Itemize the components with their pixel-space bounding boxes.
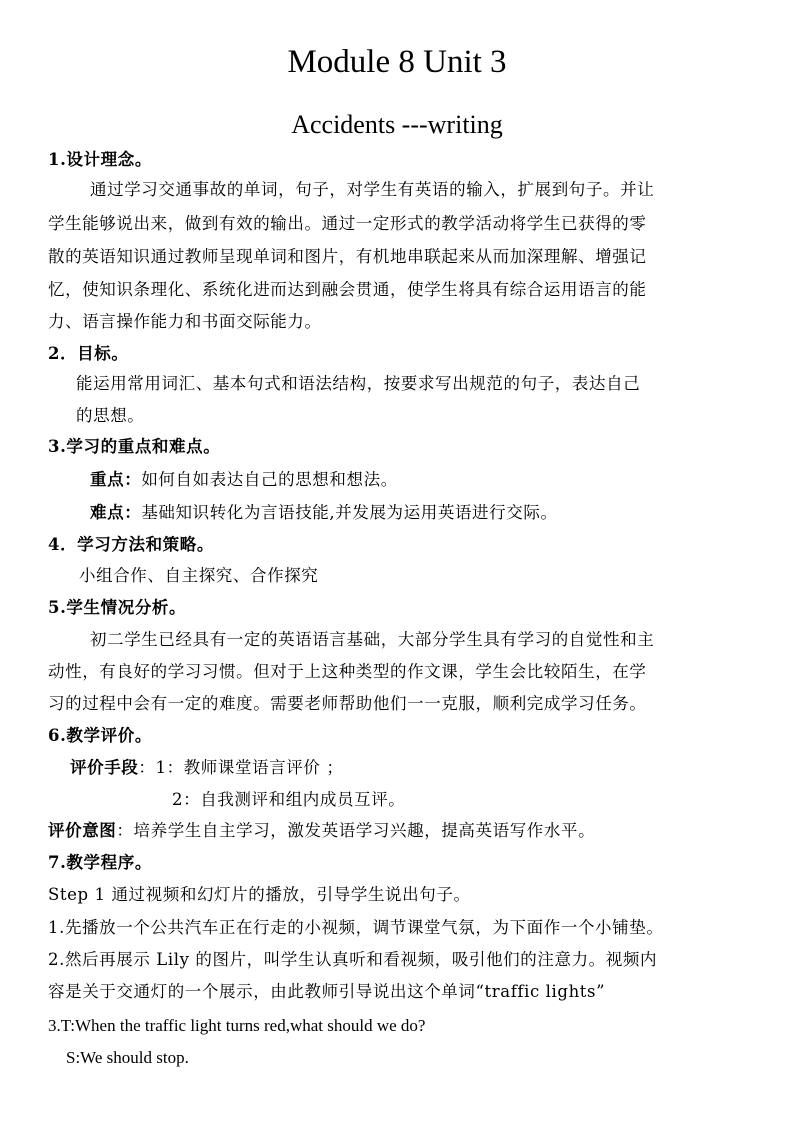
eval-intent-text: ：培养学生自主学习，激发英语学习兴趣，提高英语写作水平。 bbox=[116, 821, 596, 840]
section-2-heading: 2．目标。 bbox=[48, 344, 129, 363]
section-1-line: 力、语言操作能力和书面交际能力。 bbox=[48, 312, 322, 331]
section-1-line: 散的英语知识通过教师呈现单词和图片，有机地串联起来从而加深理解、增强记 bbox=[48, 247, 647, 266]
key-point-line bbox=[90, 466, 398, 494]
procedure-item-1: 1.先播放一个公共汽车正在行走的小视频，调节课堂气氛，为下面作一个小铺垫。 bbox=[48, 918, 664, 937]
procedure-item-2: 2.然后再展示 Lily 的图片，叫学生认真听和看视频，吸引他们的注意力。视频内 bbox=[48, 950, 658, 969]
section-7-heading: 7.教学程序。 bbox=[48, 853, 152, 872]
section-5-line: 初二学生已经具有一定的英语语言基础，大部分学生具有学习的自觉性和主 bbox=[90, 630, 655, 649]
difficulty-line bbox=[90, 499, 558, 527]
section-5-line: 习的过程中会有一定的难度。需要老师帮助他们一一克服，顺利完成学习任务。 bbox=[48, 694, 647, 713]
section-4-text: 小组合作、自主探究、合作探究 bbox=[79, 566, 319, 585]
eval-intent-line bbox=[48, 817, 595, 845]
section-1-line: 忆，使知识条理化、系统化进而达到融会贯通，使学生将具有综合运用语言的能 bbox=[48, 280, 647, 299]
key-point-text: 如何自如表达自己的思想和想法。 bbox=[141, 470, 398, 489]
eval-means-line bbox=[70, 754, 343, 782]
section-6-heading: 6.教学评价。 bbox=[48, 726, 152, 745]
eval-means-2: 2：自我测评和组内成员互评。 bbox=[172, 790, 406, 809]
key-point-label: 重点： bbox=[90, 470, 142, 489]
section-4-heading: 4．学习方法和策略。 bbox=[48, 535, 214, 554]
section-2-line: 能运用常用词汇、基本句式和语法结构，按要求写出规范的句子，表达自己 bbox=[76, 374, 641, 393]
eval-means-1: ：1：教师课堂语言评价 ； bbox=[138, 758, 344, 777]
section-5-line: 动性，有良好的学习习惯。但对于上这种类型的作文课，学生会比较陌生，在学 bbox=[48, 662, 647, 681]
procedure-item-3-teacher: 3.T:When the traffic light turns red,what should we do? bbox=[48, 1016, 426, 1035]
section-3-heading: 3.学习的重点和难点。 bbox=[48, 437, 221, 456]
step-1-line: Step 1 通过视频和幻灯片的播放，引导学生说出句子。 bbox=[48, 885, 471, 904]
difficulty-label: 难点： bbox=[90, 503, 142, 522]
section-5-heading: 5.学生情况分析。 bbox=[48, 598, 187, 617]
difficulty-text: 基础知识转化为言语技能,并发展为运用英语进行交际。 bbox=[141, 503, 558, 522]
section-1-line: 通过学习交通事故的单词，句子，对学生有英语的输入，扩展到句子。并让 bbox=[90, 180, 655, 199]
eval-means-label: 评价手段 bbox=[70, 758, 139, 777]
document-title: Module 8 Unit 3 bbox=[287, 44, 507, 80]
procedure-item-2-cont: 容是关于交通灯的一个展示，由此教师引导说出这个单词“traffic lights” bbox=[48, 982, 606, 1001]
document-subtitle: Accidents ---writing bbox=[291, 110, 503, 139]
eval-intent-label: 评价意图 bbox=[48, 821, 117, 840]
section-2-line: 的思想。 bbox=[76, 406, 145, 425]
section-1-heading: 1.设计理念。 bbox=[48, 150, 152, 169]
procedure-item-3-student: S:We should stop. bbox=[66, 1048, 189, 1067]
section-1-line: 学生能够说出来，做到有效的输出。通过一定形式的教学活动将学生已获得的零 bbox=[48, 214, 647, 233]
